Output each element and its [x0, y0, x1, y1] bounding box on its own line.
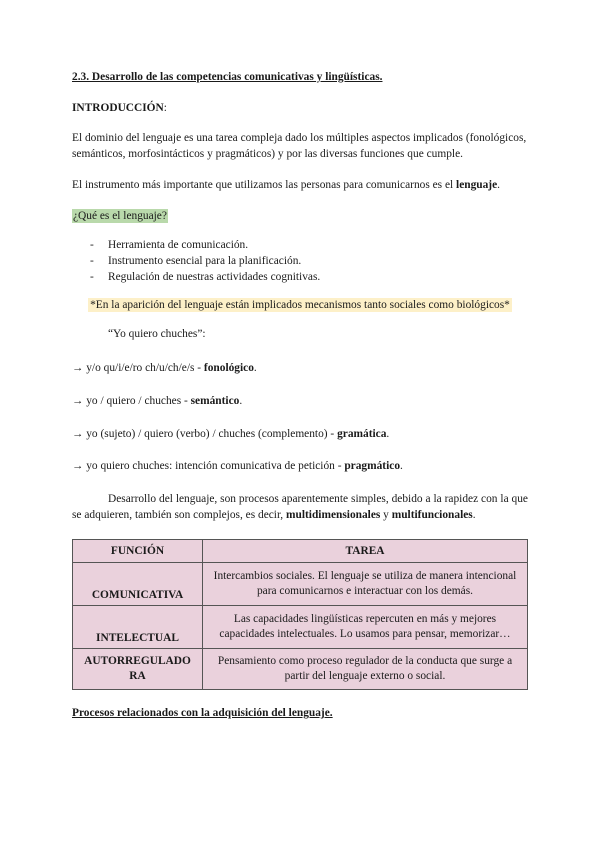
table-header-task: TAREA [203, 540, 528, 563]
table-cell-task: Pensamiento como proceso regulador de la conducta que surge a partir del lenguaje externo o social. [203, 649, 528, 690]
example-phonological [72, 361, 528, 377]
section-title: 2.3. Desarrollo de las competencias comunicativas y lingüísticas. [72, 71, 383, 83]
paragraph-instrument-text: El instrumento más importante que utilizamos las personas para comunicarnos es el [72, 178, 457, 191]
example-pragmatic [72, 459, 528, 475]
paragraph-instrument [72, 178, 528, 194]
table-header-function: FUNCIÓN [73, 540, 203, 563]
question-line [72, 209, 528, 225]
example-bold: semántico [190, 394, 240, 407]
table-cell-function: AUTORREGULADO RA [73, 649, 203, 690]
table-row [73, 563, 528, 606]
paragraph-domain: El dominio del lenguaje es una tarea compleja dado los múltiples aspectos implicados (fonológicos, semánticos, morfosintácticos y pragmáticos) y por las diversas funciones que cumple. [72, 132, 527, 161]
example-end: . [253, 362, 257, 375]
function-table [72, 539, 528, 690]
example-quote: “Yo quiero chuches”: [108, 328, 206, 341]
list-item: - Herramienta de comunicación. [90, 238, 528, 254]
example-end: . [400, 460, 403, 473]
table-header-row [73, 540, 528, 563]
table-cell-function: INTELECTUAL [73, 606, 203, 649]
paragraph-instrument-end: . [497, 178, 501, 191]
example-end: . [386, 427, 390, 440]
paragraph-instrument-bold: lenguaje [456, 178, 498, 191]
definition-list [72, 238, 528, 285]
table-cell-task: Las capacidades lingüísticas repercuten en más y mejores capacidades intelectuales. Lo usamos para pensar, memorizar… [203, 606, 528, 649]
development-bold-1: multidimensionales [286, 508, 381, 521]
example-bold: gramática [337, 427, 387, 440]
intro-heading-label: INTRODUCCIÓN [72, 101, 164, 114]
document-page [72, 70, 528, 722]
note-line [72, 298, 528, 314]
example-text: → yo quiero chuches: intención comunicativa de petición - [72, 460, 345, 473]
example-bold: pragmático [344, 460, 401, 473]
note-highlight: *En la aparición del lenguaje están implicados mecanismos tanto sociales como biológicos* [90, 298, 510, 311]
development-paragraph [72, 492, 528, 523]
development-bold-2: multifuncionales [391, 508, 473, 521]
list-item: - Instrumento esencial para la planificación. [90, 254, 528, 270]
example-end: . [239, 394, 243, 407]
example-text: → y/o qu/i/e/ro ch/u/ch/e/s - [72, 362, 204, 375]
table-row [73, 606, 528, 649]
example-bold: fonológico [203, 362, 254, 375]
intro-heading-colon: : [163, 101, 167, 114]
intro-heading [72, 101, 528, 117]
example-text: → yo / quiero / chuches - [72, 394, 191, 407]
closing-heading: Procesos relacionados con la adquisición del lenguaje. [72, 707, 333, 720]
question-highlight: ¿Qué es el lenguaje? [73, 209, 167, 222]
development-end: . [472, 508, 476, 521]
table-cell-task: Intercambios sociales. El lenguaje se utiliza de manera intencional para comunicarnos e interactuar con los demás. [203, 563, 528, 606]
example-text: → yo (sujeto) / quiero (verbo) / chuches (complemento) - [72, 427, 338, 440]
table-row [73, 649, 528, 690]
development-text: Desarrollo del lenguaje, son procesos aparentemente simples, debido a la rapidez con la que se adquieren, también son complejos, es decir, [72, 493, 528, 521]
list-item: - Regulación de nuestras actividades cognitivas. [90, 270, 528, 286]
example-grammar [72, 427, 528, 443]
example-semantic [72, 394, 528, 410]
table-cell-function: COMUNICATIVA [73, 563, 203, 606]
development-mid: y [380, 508, 392, 521]
